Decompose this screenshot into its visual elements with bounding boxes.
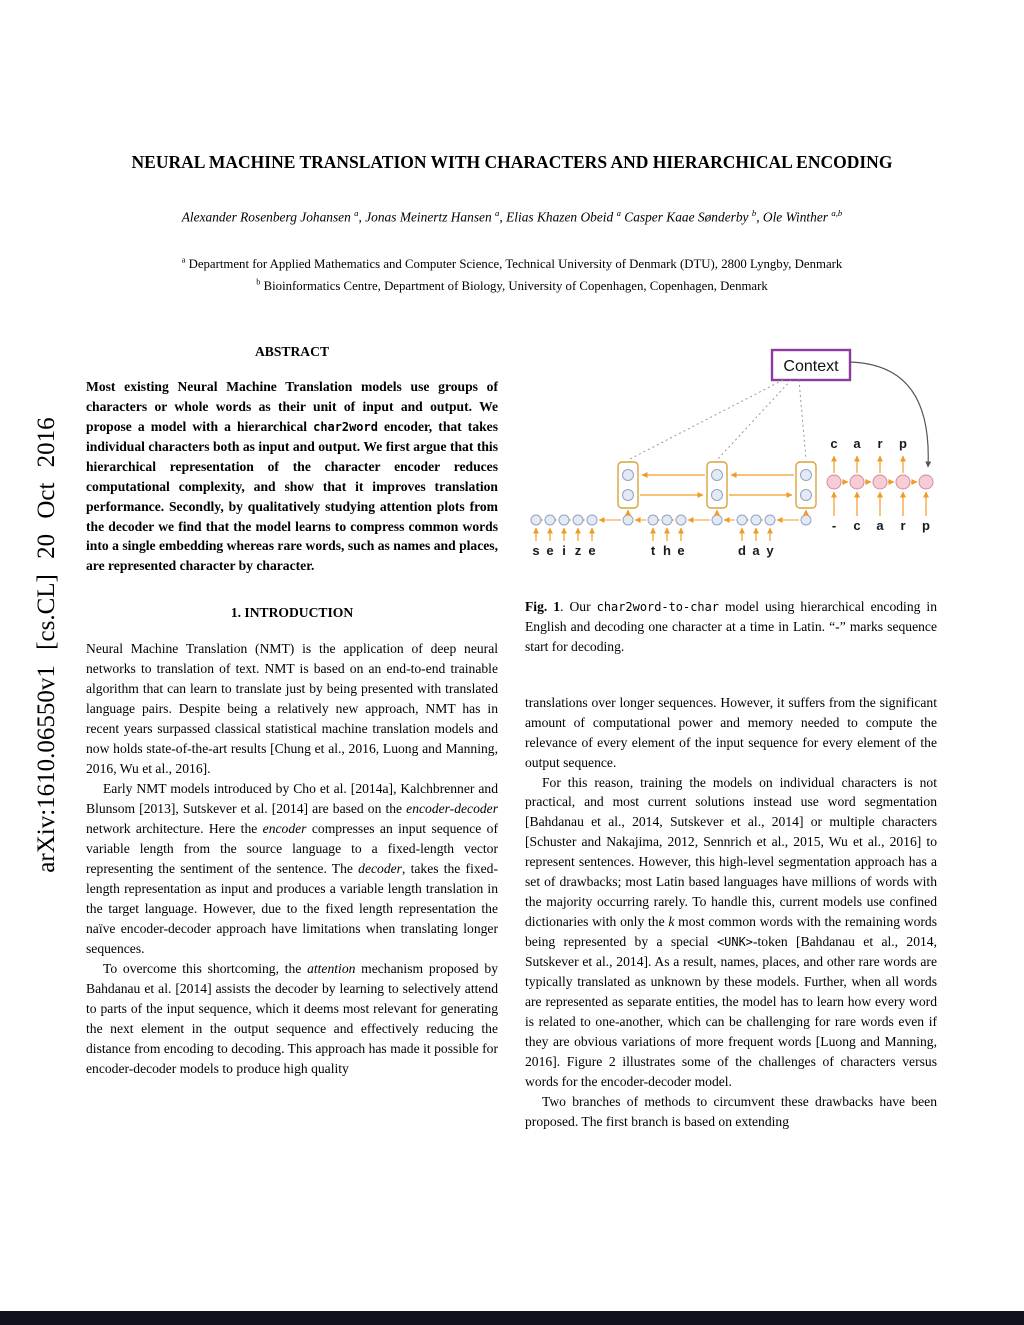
abstract-text: Most existing Neural Machine Translation models use groups of characters or whole words as their unit of input and output. We propose a model with a hierarchical char2word encoder, that takes individual characters both as input and output. We first argue that this hierarchical representation of the character encoder reduces computational complexity, and show that it improves translation performance. Secondly, by qualitatively studying attention plots from the decoder we find that the model learns to compress common words into a single embedding whereas rare words, such as names and places, are represented character by character. xyxy=(86,378,499,574)
svg-text:c: c xyxy=(853,517,861,533)
intro-paragraph-2: Early NMT models introduced by Cho et al. [2014a], Kalchbrenner and Blunsom [2013], Sutskever et al. [2014] are based on the encoder-decoder network architecture. Here the encoder compresses an input sequence of variable length from the source language to a fixed-length vector representing the sentiment of the sentence. The decoder, takes the fixed-length representation as input and produces a variable length translation in the target language. However, due to the fixed length representation the naïve encoder-decoder approach have limitations when translating longer sequences. xyxy=(86,781,499,956)
svg-text:a: a xyxy=(853,435,861,451)
svg-text:z: z xyxy=(574,542,582,558)
figure-1 xyxy=(525,342,937,583)
figure-1-caption: Fig. 1. Our char2word-to-char model using hierarchical encoding in English and decoding one character at a time in Latin. “-” marks sequence start for decoding. xyxy=(525,598,937,654)
abstract-heading: ABSTRACT xyxy=(254,343,330,359)
svg-text:d: d xyxy=(738,542,746,558)
affiliations xyxy=(86,253,938,298)
svg-text:p: p xyxy=(899,435,907,451)
authors-line: Alexander Rosenberg Johansen $^a$, Jonas Meinertz Hansen $^a$, Elias Khazen Obeid $^a$ Casper Kaae Sønderby $^b$, Ole Winther $^{a,b}$ xyxy=(181,207,843,224)
right-paragraph-2: For this reason, training the models on individual characters is not practical, and most current solutions instead use word segmentation [Bahdanau et al., 2014, Sutskever et al., 2014] or multiple characters [Schuster and Nakajima, 2012, Sennrich et al., 2015, Wu et al., 2016] to represent sentences. However, this high-level segmentation approach has a set of drawbacks; most Latin based languages have millions of words with the majority occurring rarely. To handle this, current models use confined dictionaries with only the k most common words with the remaining words being represented by a special <UNK>-token [Bahdanau et al., 2014, Sutskever et al., 2014]. As a result, names, places, and other rare words are typically translated as unknown by these models. Further, when all words are represented as separate entities, the model has to learn how every word is related to one-another, which can be challenging for rare words even if they are obvious variations of more frequent words [Luong and Manning, 2016]. Figure 2 illustrates some of the challenges of characters versus words for the encoder-decoder model. xyxy=(525,774,938,1090)
two-column-body xyxy=(86,342,938,1132)
svg-text:e: e xyxy=(677,542,685,558)
svg-text:e: e xyxy=(588,542,596,558)
svg-text:c: c xyxy=(830,435,838,451)
affiliation-line-b: $^b$ Bioinformatics Centre, Department of Biology, University of Copenhagen, Copenhagen, Denmark xyxy=(256,278,768,294)
arxiv-watermark: arXiv:1610.06550v1 [cs.CL] 20 Oct 2016 xyxy=(33,417,60,873)
right-column xyxy=(525,342,937,1132)
introduction-heading: 1. INTRODUCTION xyxy=(230,605,354,621)
svg-text:h: h xyxy=(663,542,671,558)
figure-1-diagram xyxy=(525,342,937,577)
intro-paragraph-3: To overcome this shortcoming, the attention mechanism proposed by Bahdanau et al. [2014] assists the decoder by learning to selectively attend to parts of the input sequence, which it deems most relevant for generating the next element in the output sequence and effectively reducing the distance from encoding to decoding. This approach has made it possible for encoder-decoder models to produce high quality xyxy=(86,960,498,1076)
paper-title: NEURAL MACHINE TRANSLATION WITH CHARACTERS AND HIERARCHICAL ENCODING xyxy=(131,152,893,172)
right-paragraph-1: translations over longer sequences. However, it suffers from the significant amount of computational power and memory needed to compute the relevance of every element of the input sequence for every element of the output sequence. xyxy=(525,694,937,770)
svg-text:i: i xyxy=(562,542,566,558)
affiliation-line-a: $^a$ Department for Applied Mathematics and Computer Science, Technical University of Denmark (DTU), 2800 Lyngby, Denmark xyxy=(181,255,843,271)
svg-text:r: r xyxy=(877,435,883,451)
svg-text:Context: Context xyxy=(783,357,839,375)
left-column xyxy=(86,342,498,1132)
svg-text:e: e xyxy=(546,542,554,558)
intro-paragraph-1: Neural Machine Translation (NMT) is the application of deep neural networks to translation of text. NMT is based on an end-to-end trainable algorithm that can learn to translate just by being presented with translated language pairs. Despite being a relatively new approach, NMT has in recent years surpassed classical statistical machine translation models and now holds state-of-the-art results [Chung et al., 2016, Luong and Manning, 2016, Wu et al., 2016]. xyxy=(86,641,498,777)
svg-text:t: t xyxy=(650,542,656,558)
svg-text:r: r xyxy=(900,517,906,533)
svg-text:y: y xyxy=(766,542,774,558)
svg-text:s: s xyxy=(532,542,540,558)
right-paragraph-3: Two branches of methods to circumvent these drawbacks have been proposed. The first branch is based on extending xyxy=(525,1094,937,1129)
svg-text:-: - xyxy=(831,517,837,533)
svg-text:a: a xyxy=(876,517,884,533)
svg-text:p: p xyxy=(922,517,930,533)
svg-text:a: a xyxy=(752,542,760,558)
page-bottom-edge xyxy=(0,1311,1024,1325)
